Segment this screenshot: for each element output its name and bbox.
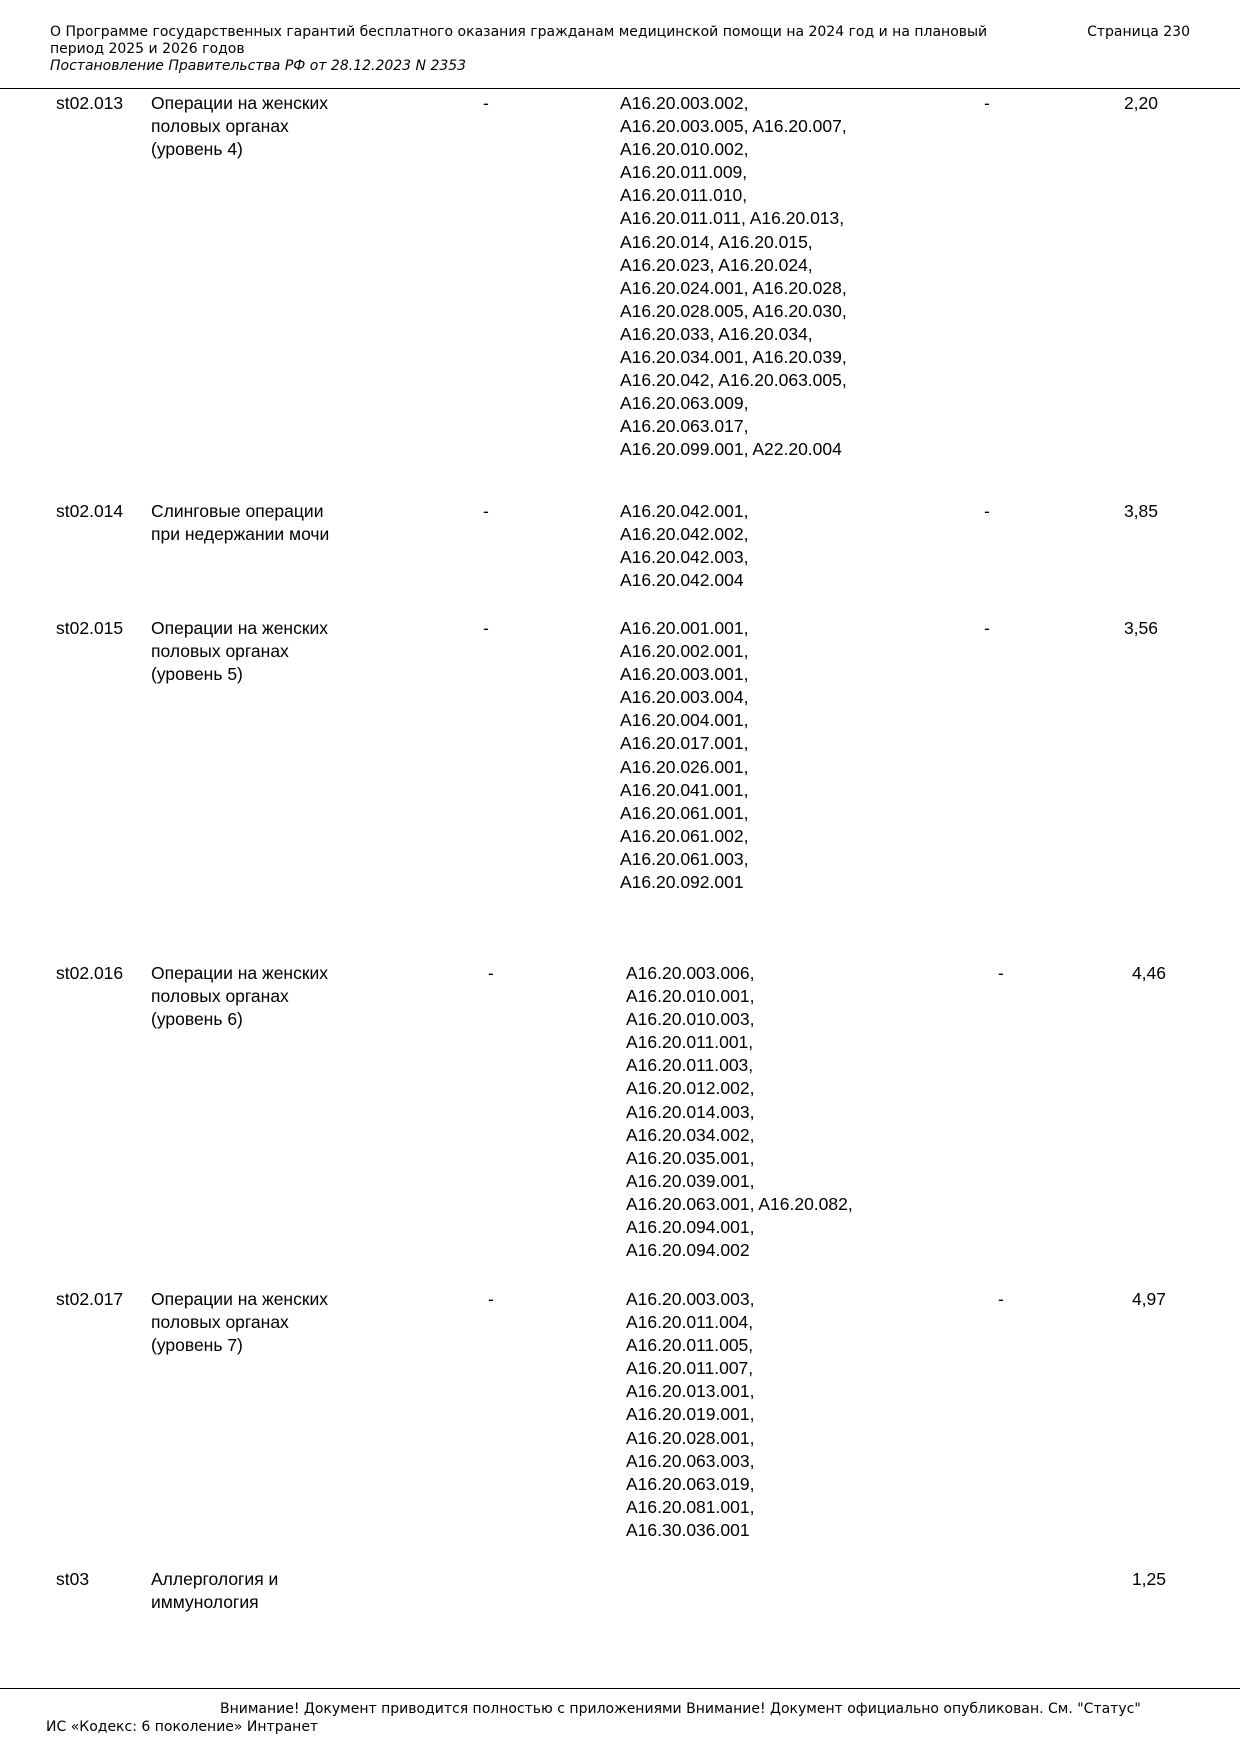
row-name-line: Слинговые операции: [151, 501, 324, 521]
row-name: [151, 1288, 328, 1357]
service-code-line: A16.20.014.003,: [626, 1101, 755, 1122]
service-code-line: A16.20.081.001,: [626, 1496, 755, 1517]
service-code-line: A16.20.002.001,: [620, 641, 749, 662]
service-code-line: A16.20.014, A16.20.015,: [620, 231, 813, 252]
service-code-line: A16.20.024.001, A16.20.028,: [620, 277, 847, 298]
row-name-line: (уровень 7): [151, 1335, 243, 1356]
row-dash-secondary: -: [998, 1289, 1004, 1309]
service-code-line: A16.20.061.002,: [620, 825, 749, 846]
service-code-line: A16.20.042.001,: [620, 501, 749, 521]
row-coefficient: 2,20: [1123, 93, 1158, 113]
row-coefficient: 4,46: [1131, 963, 1166, 983]
row-name: [151, 617, 328, 686]
service-code-line: A16.20.099.001, A22.20.004: [620, 439, 842, 460]
service-code-line: A16.20.063.009,: [620, 393, 749, 414]
row-dash-primary: -: [488, 963, 494, 983]
row-dash-secondary: -: [998, 963, 1004, 983]
service-code-line: A16.20.028.001,: [626, 1427, 755, 1448]
service-code-line: A16.20.003.001,: [620, 664, 749, 685]
service-code-line: A16.20.061.003,: [620, 848, 749, 869]
row-name-line: (уровень 4): [151, 139, 243, 160]
row-dash-secondary: -: [984, 618, 990, 638]
service-code-line: A16.20.010.003,: [626, 1009, 755, 1030]
service-code-line: A16.20.003.004,: [620, 687, 749, 708]
row-coefficient: 3,85: [1123, 501, 1158, 521]
service-code-line: A16.20.034.001, A16.20.039,: [620, 347, 847, 368]
service-code-line: A16.20.063.001, A16.20.082,: [626, 1193, 853, 1214]
service-code-line: A16.20.017.001,: [620, 733, 749, 754]
service-code-line: A16.20.011.004,: [626, 1312, 754, 1333]
row-coefficient: 4,97: [1131, 1289, 1166, 1309]
row-code: st02.013: [56, 93, 124, 113]
row-coefficient: 3,56: [1123, 618, 1158, 638]
service-code-line: A16.20.033, A16.20.034,: [620, 323, 813, 344]
service-code-line: A16.20.011.007,: [626, 1358, 754, 1379]
service-code-line: A16.20.011.003,: [626, 1055, 754, 1076]
row-dash-secondary: -: [984, 93, 990, 113]
row-dash-primary: -: [488, 1289, 494, 1309]
service-code-line: A16.20.026.001,: [620, 756, 749, 777]
service-code-line: A16.20.094.001,: [626, 1217, 755, 1238]
row-code: st02.015: [56, 618, 124, 638]
service-code-line: A16.20.092.001: [620, 872, 744, 893]
service-code-line: A16.20.003.006,: [626, 963, 755, 983]
page-number: Страница 230: [1087, 24, 1190, 40]
row-name-line: половых органах: [151, 116, 289, 137]
service-code-line: A16.20.019.001,: [626, 1404, 755, 1425]
row-name-line: Операции на женских: [151, 963, 329, 983]
service-code-line: A16.20.011.001,: [626, 1032, 754, 1053]
service-code-line: A16.20.042.002,: [620, 524, 749, 545]
service-code-line: A16.20.094.002: [626, 1240, 750, 1261]
row-name-line: половых органах: [151, 641, 289, 662]
row-name-line: при недержании мочи: [151, 524, 330, 545]
row-dash-primary: -: [483, 93, 489, 113]
row-name-line: (уровень 5): [151, 664, 243, 685]
row-name-line: Аллергология и: [151, 1569, 279, 1589]
service-code-line: A16.20.003.003,: [626, 1289, 755, 1309]
row-name-line: Операции на женских: [151, 93, 329, 113]
row-dash-primary: -: [483, 501, 489, 521]
service-code-line: A16.20.042, A16.20.063.005,: [620, 370, 847, 391]
service-code-line: A16.20.039.001,: [626, 1170, 755, 1191]
row-name-line: половых органах: [151, 986, 289, 1007]
row-name-line: половых органах: [151, 1312, 289, 1333]
service-code-line: A16.20.034.002,: [626, 1124, 755, 1145]
document-title: О Программе государственных гарантий бесплатного оказания гражданам медицинской помощи на 2024 год и на плановый период 2025 и 2026 годов: [50, 24, 988, 57]
service-code-line: A16.30.036.001: [626, 1519, 750, 1540]
row-service-codes: [620, 500, 748, 592]
row-code: st03: [56, 1569, 90, 1589]
row-name: [151, 962, 328, 1031]
service-code-line: A16.20.011.011, A16.20.013,: [620, 208, 845, 229]
row-name-line: (уровень 6): [151, 1009, 243, 1030]
row-name-line: иммунология: [151, 1592, 259, 1613]
service-code-line: A16.20.061.001,: [620, 802, 749, 823]
row-name: [151, 92, 328, 161]
row-code: st02.016: [56, 963, 124, 983]
row-name: [151, 1568, 278, 1614]
row-name: [151, 500, 329, 546]
service-code-line: A16.20.041.001,: [620, 779, 749, 800]
row-dash-secondary: -: [984, 501, 990, 521]
row-service-codes: [626, 1288, 754, 1542]
service-code-line: A16.20.003.005, A16.20.007,: [620, 116, 847, 137]
service-code-line: A16.20.023, A16.20.024,: [620, 254, 813, 275]
row-service-codes: [620, 617, 748, 894]
service-code-line: A16.20.011.005,: [626, 1335, 754, 1356]
row-service-codes: [620, 92, 847, 462]
row-code: st02.017: [56, 1289, 124, 1309]
footer-notice: Внимание! Документ приводится полностью с приложениями Внимание! Документ официально опубликован. См. "Статус": [220, 1701, 1141, 1717]
service-code-line: A16.20.035.001,: [626, 1147, 755, 1168]
service-code-line: A16.20.010.001,: [626, 986, 755, 1007]
service-code-line: A16.20.012.002,: [626, 1078, 755, 1099]
row-name-line: Операции на женских: [151, 1289, 329, 1309]
service-code-line: A16.20.010.002,: [620, 139, 749, 160]
service-code-line: A16.20.003.002,: [620, 93, 749, 113]
service-code-line: A16.20.063.003,: [626, 1450, 755, 1471]
service-code-line: A16.20.063.019,: [626, 1473, 755, 1494]
service-code-line: A16.20.042.004: [620, 570, 744, 591]
service-code-line: A16.20.042.003,: [620, 547, 749, 568]
service-code-line: A16.20.063.017,: [620, 416, 749, 437]
service-code-line: A16.20.011.009,: [620, 162, 748, 183]
service-code-line: A16.20.004.001,: [620, 710, 749, 731]
footer-system: ИС «Кодекс: 6 поколение» Интранет: [46, 1719, 319, 1735]
service-code-line: A16.20.013.001,: [626, 1381, 755, 1402]
row-coefficient: 1,25: [1131, 1569, 1166, 1589]
row-service-codes: [626, 962, 853, 1262]
footer-divider: [0, 1688, 1240, 1689]
service-code-line: A16.20.011.010,: [620, 185, 748, 206]
row-code: st02.014: [56, 501, 124, 521]
service-code-line: A16.20.001.001,: [620, 618, 749, 638]
header-divider: [0, 88, 1240, 89]
row-name-line: Операции на женских: [151, 618, 329, 638]
document-subtitle: Постановление Правительства РФ от 28.12.2023 N 2353: [50, 58, 467, 74]
document-header: [50, 24, 1190, 75]
service-code-line: A16.20.028.005, A16.20.030,: [620, 300, 847, 321]
row-dash-primary: -: [483, 618, 489, 638]
